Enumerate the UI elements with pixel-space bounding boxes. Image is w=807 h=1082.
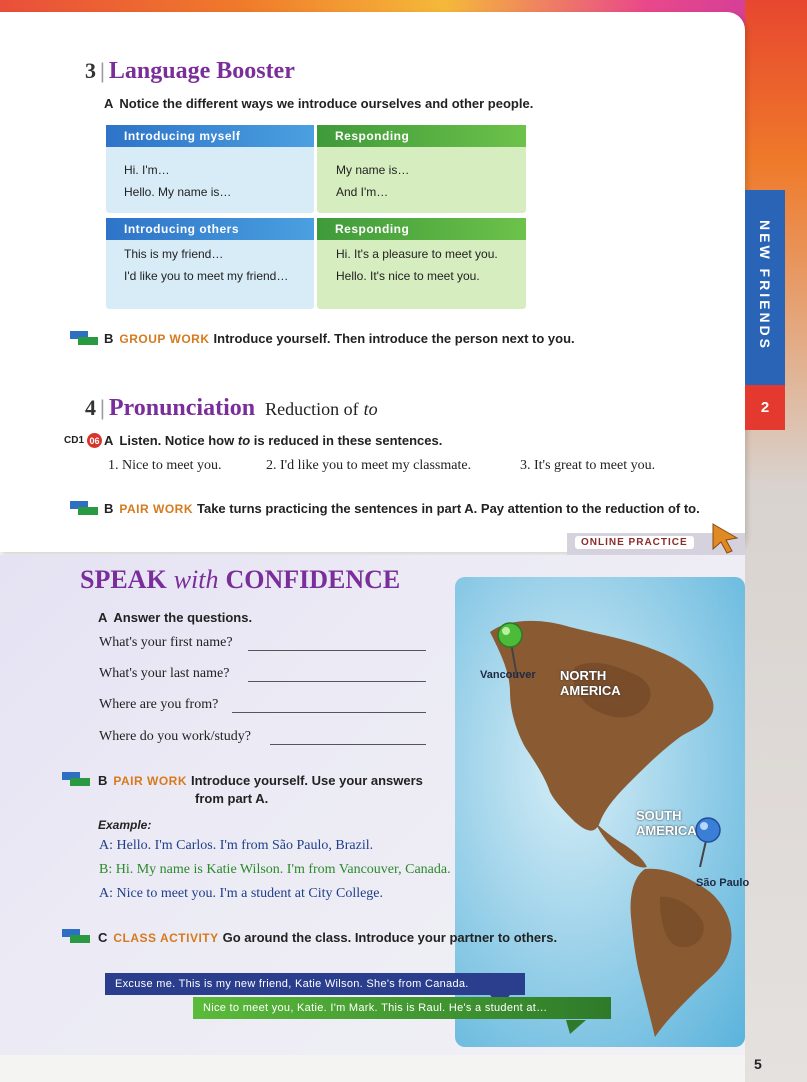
cd-label: CD1 (64, 435, 85, 446)
pair-work-icon (62, 772, 90, 786)
table-cell: Hello. My name is… (124, 185, 232, 199)
unit-side-tab-number: 2 (745, 385, 785, 430)
pair-work-icon (70, 501, 98, 515)
question-first-name: What's your first name? (99, 635, 233, 650)
table-cell: Hi. I'm… (124, 163, 170, 177)
table-cell: I'd like you to meet my friend… (124, 269, 289, 283)
table-cell: And I'm… (336, 185, 389, 199)
speak-part-b: B PAIR WORK Introduce yourself. Use your answers (98, 773, 423, 788)
audio-track-label[interactable] (64, 433, 102, 448)
cursor-arrow-icon (709, 520, 741, 554)
pronunciation-sentence: 2. I'd like you to meet my classmate. (266, 458, 472, 473)
table-cell: Hello. It's nice to meet you. (336, 269, 480, 283)
section-title: Language Booster (108, 58, 295, 84)
section-divider: | (100, 395, 105, 420)
audio-track-icon[interactable]: 06 (87, 433, 102, 448)
pronunciation-sentence: 1. Nice to meet you. (108, 458, 222, 473)
introductions-table (106, 125, 526, 309)
answer-line-first-name[interactable] (248, 650, 426, 651)
pronunciation-part-b: B PAIR WORK Take turns practicing the sentences in part A. Pay attention to the reduction of to. (104, 501, 700, 516)
section-number: 3 (85, 58, 96, 83)
north-america-label: NORTH AMERICA (560, 668, 621, 698)
section-divider: | (100, 58, 105, 83)
table-header-responding: Responding (317, 218, 526, 240)
table-header-responding: Responding (317, 125, 526, 147)
speak-with-confidence-title: SPEAK with CONFIDENCE (80, 565, 401, 594)
section-subtitle: Reduction of (265, 399, 359, 419)
pronunciation-sentence: 3. It's great to meet you. (520, 458, 656, 473)
pronunciation-part-a: A Listen. Notice how to is reduced in these sentences. (104, 433, 443, 448)
table-header-introducing-myself: Introducing myself (106, 125, 314, 147)
table-cell: My name is… (336, 163, 410, 177)
table-cell: This is my friend… (124, 247, 224, 261)
answer-line-work-study[interactable] (270, 744, 426, 745)
language-booster-heading (85, 58, 295, 85)
answer-line-last-name[interactable] (248, 681, 426, 682)
question-from: Where are you from? (99, 697, 219, 712)
example-line-a2: A: Nice to meet you. I'm a student at City College. (99, 886, 384, 901)
class-activity-icon (62, 929, 90, 943)
table-cell: Hi. It's a pleasure to meet you. (336, 247, 498, 261)
pronunciation-heading (85, 395, 378, 422)
question-last-name: What's your last name? (99, 666, 230, 681)
online-practice-link[interactable]: ONLINE PRACTICE (575, 536, 694, 549)
example-line-b: B: Hi. My name is Katie Wilson. I'm from Vancouver, Canada. (99, 862, 451, 877)
speak-part-c: C CLASS ACTIVITY Go around the class. Introduce your partner to others. (98, 930, 558, 945)
page-number: 5 (754, 1056, 762, 1072)
example-line-a1: A: Hello. I'm Carlos. I'm from São Paulo, Brazil. (99, 838, 374, 853)
speech-bubble-introduce: Excuse me. This is my new friend, Katie Wilson. She's from Canada. (105, 973, 525, 995)
speech-bubble-response: Nice to meet you, Katie. I'm Mark. This is Raul. He's a student at… (193, 997, 611, 1019)
section-subtitle-word: to (363, 399, 378, 419)
section-number: 4 (85, 395, 96, 420)
speak-part-b-continued: from part A. (195, 791, 269, 806)
right-page-edge (745, 0, 807, 1082)
example-label: Example: (98, 818, 152, 832)
unit-side-tab-label: NEW FRIENDS (757, 219, 773, 351)
sao-paulo-label: São Paulo (696, 877, 750, 889)
language-booster-part-a: A Notice the different ways we introduce ourselves and other people. (104, 96, 534, 111)
language-booster-part-b: B GROUP WORK Introduce yourself. Then introduce the person next to you. (104, 331, 575, 346)
speech-bubble-tail (566, 1020, 586, 1034)
speak-part-a: A Answer the questions. (98, 610, 253, 625)
section-title: Pronunciation (108, 395, 256, 421)
vancouver-label: Vancouver (480, 669, 536, 681)
question-work-study: Where do you work/study? (99, 729, 252, 744)
answer-line-from[interactable] (232, 712, 426, 713)
table-header-introducing-others: Introducing others (106, 218, 314, 240)
south-america-label: SOUTH AMERICA (636, 808, 697, 838)
group-work-icon (70, 331, 98, 345)
